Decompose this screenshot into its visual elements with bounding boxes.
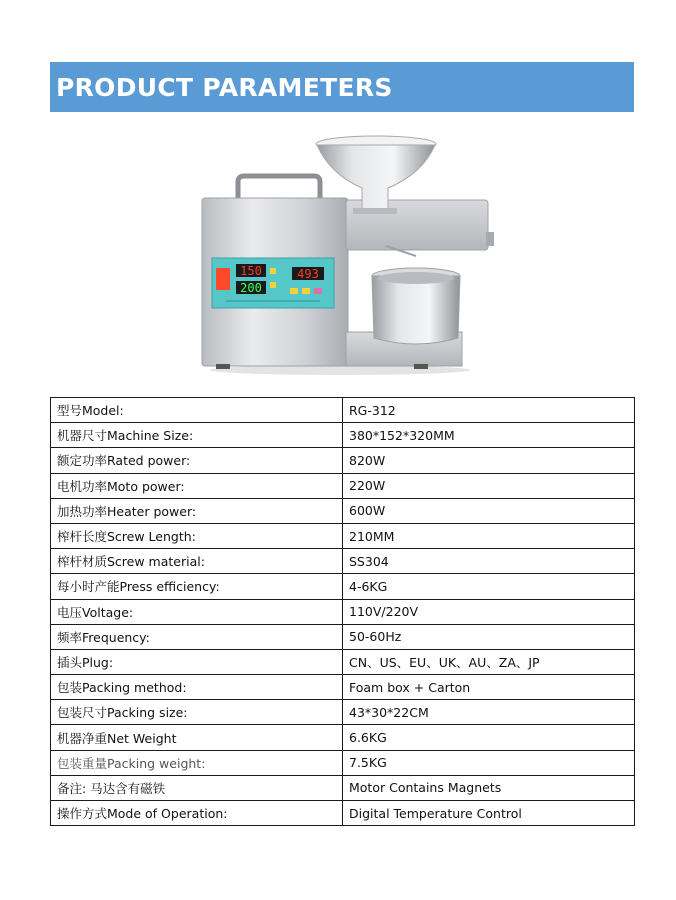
spec-value: 43*30*22CM	[343, 700, 635, 725]
spec-label: 机器净重Net Weight	[51, 725, 343, 750]
spec-label: 机器尺寸Machine Size:	[51, 423, 343, 448]
table-row	[51, 448, 635, 473]
spec-value: 50-60Hz	[343, 624, 635, 649]
spec-value: 4-6KG	[343, 574, 635, 599]
spec-value: RG-312	[343, 398, 635, 423]
spec-label: 电机功率Moto power:	[51, 473, 343, 498]
spec-label: 包装Packing method:	[51, 675, 343, 700]
spec-value: 380*152*320MM	[343, 423, 635, 448]
spec-value: SS304	[343, 549, 635, 574]
table-row	[51, 423, 635, 448]
page-title: PRODUCT PARAMETERS	[56, 72, 393, 102]
spec-value: 210MM	[343, 523, 635, 548]
spec-label: 电压Voltage:	[51, 599, 343, 624]
header-banner	[50, 62, 634, 112]
spec-label: 频率Frequency:	[51, 624, 343, 649]
table-row	[51, 649, 635, 674]
timer-display: 493	[297, 267, 319, 281]
spec-label: 加热功率Heater power:	[51, 498, 343, 523]
table-row	[51, 549, 635, 574]
spec-value: CN、US、EU、UK、AU、ZA、JP	[343, 649, 635, 674]
spec-label: 每小时产能Press efficiency:	[51, 574, 343, 599]
table-row	[51, 725, 635, 750]
spec-value: Digital Temperature Control	[343, 801, 635, 826]
spec-label: 额定功率Rated power:	[51, 448, 343, 473]
table-row	[51, 801, 635, 826]
spec-label: 插头Plug:	[51, 649, 343, 674]
spec-value: 6.6KG	[343, 725, 635, 750]
spec-label: 包装重量Packing weight:	[51, 750, 343, 775]
spec-value: Foam box + Carton	[343, 675, 635, 700]
spec-value: Motor Contains Magnets	[343, 775, 635, 800]
table-row	[51, 624, 635, 649]
oil-press-machine-image	[190, 128, 500, 376]
table-row	[51, 498, 635, 523]
setpoint-display: 200	[240, 281, 262, 295]
table-row	[51, 398, 635, 423]
spec-value: 820W	[343, 448, 635, 473]
spec-label: 榨杆长度Screw Length:	[51, 523, 343, 548]
spec-value: 7.5KG	[343, 750, 635, 775]
table-row	[51, 750, 635, 775]
spec-label: 型号Model:	[51, 398, 343, 423]
spec-label: 备注: 马达含有磁铁	[51, 775, 343, 800]
spec-value: 600W	[343, 498, 635, 523]
spec-label: 操作方式Mode of Operation:	[51, 801, 343, 826]
spec-value: 110V/220V	[343, 599, 635, 624]
table-row	[51, 675, 635, 700]
table-row	[51, 574, 635, 599]
table-row	[51, 599, 635, 624]
spec-label: 榨杆材质Screw material:	[51, 549, 343, 574]
temperature-display: 150	[240, 264, 262, 278]
spec-value: 220W	[343, 473, 635, 498]
table-row	[51, 523, 635, 548]
table-row	[51, 775, 635, 800]
table-row	[51, 473, 635, 498]
spec-label: 包装尺寸Packing size:	[51, 700, 343, 725]
specification-table	[50, 397, 635, 826]
table-row	[51, 700, 635, 725]
